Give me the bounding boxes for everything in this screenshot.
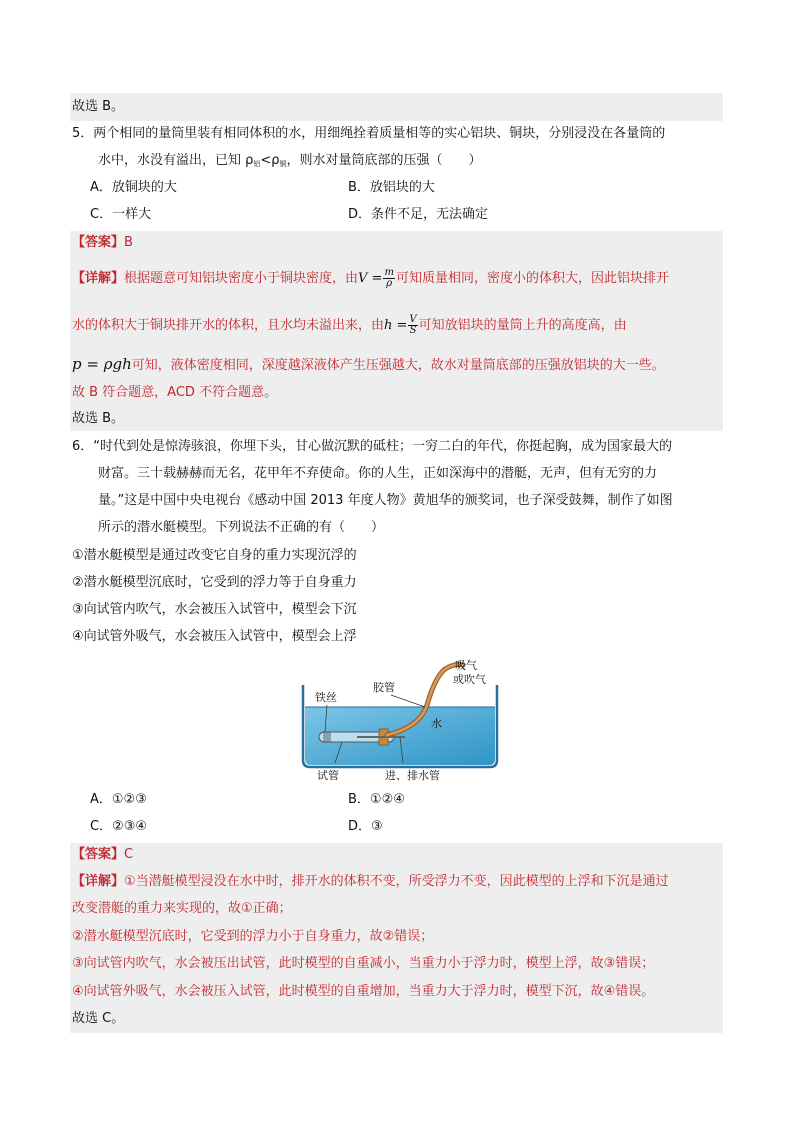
q5-detail-label: 【详解】: [72, 271, 125, 286]
q6-detail-line1: 【详解】①当潜艇模型浸没在水中时，排开水的体积不变，所受浮力不变，因此模型的上浮和下沉是通过: [72, 874, 669, 889]
q6-number: 6．: [72, 439, 94, 454]
label-iron-wire: 铁丝: [315, 691, 337, 704]
q5-detail-line2: 水的体积大于铜块排开水的体积，且水均未溢出来，由h = $\frac{V}{S}$ 可知放铝块的量筒上升的高度高，由: [72, 314, 627, 336]
q6-stem-line1: 6．“时代到处是惊涛骇浪，你埋下头，甘心做沉默的砥柱；一穷二白的年代，你挺起胸，成为国家最大的: [72, 439, 673, 454]
q5-answer-value: B: [124, 235, 133, 250]
q6-stem-line4: 所示的潜水艇模型。下列说法不正确的有（ ）: [98, 520, 385, 535]
q5-conclusion: 故选 B。: [72, 411, 125, 426]
q5-stem-1: 两个相同的量筒里装有相同体积的水，用细绳拴着质量相等的实心铝块、铜块，分别浸没在各量筒的: [93, 126, 666, 141]
q6-detail-line4: ③向试管内吹气，水会被压出试管，此时模型的自重减小，当重力小于浮力时，模型上浮，故③错误；: [72, 956, 655, 971]
q6-option-b: B．①②④: [348, 792, 405, 807]
q5-formula-density: $\frac{m}{\rho}$: [384, 267, 394, 289]
q5-option-d: D．条件不足，无法确定: [348, 207, 489, 222]
q5-option-c: C．一样大: [90, 207, 152, 222]
label-pipe: 进、排水管: [385, 769, 440, 782]
q5-detail-line3: p = ρgh可知，液体密度相同，深度越深液体产生压强越大，故水对量筒底部的压强放铝块的大一些。: [72, 355, 665, 373]
q6-detail-line5: ④向试管外吸气，水会被压入试管，此时模型的自重增加，当重力大于浮力时，模型下沉，故④错误。: [72, 984, 655, 999]
q6-detail-label: 【详解】: [72, 874, 125, 889]
q6-answer-label: 【答案】: [72, 847, 125, 862]
q5-option-b: B．放铝块的大: [348, 180, 435, 195]
submarine-model-figure: [295, 655, 505, 785]
q6-option-d: D．③: [348, 819, 383, 834]
q5-detail-line4: 故 B 符合题意，ACD 不符合题意。: [72, 385, 278, 400]
q6-answer: [72, 845, 133, 865]
q6-statement-2: ②潜水艇模型沉底时，它受到的浮力等于自身重力: [72, 575, 357, 590]
label-water: 水: [431, 717, 442, 730]
q5-option-a: A．放铜块的大: [90, 180, 177, 195]
q6-detail-line2: 改变潜艇的重力来实现的，故①正确；: [72, 901, 292, 916]
q6-stem-line2: 财富。三十载赫赫而无名，花甲年不弃使命。你的人生，正如深海中的潜艇，无声，但有无穷的力: [98, 466, 658, 481]
q5-detail-line1: 【详解】根据题意可知铝块密度小于铜块密度，由V = $\frac{m}{\rho}$ 可知质量相同，密度小的体积大，因此铝块排开: [72, 267, 669, 289]
q6-detail-line3: ②潜水艇模型沉底时，它受到的浮力小于自身重力，故②错误；: [72, 929, 434, 944]
q6-statement-1: ①潜水艇模型是通过改变它自身的重力实现沉浮的: [72, 548, 357, 563]
q6-stem-line3: 量。”这是中国中央电视台《感动中国 2013 年度人物》黄旭华的颁奖词，也子深受鼓舞，制作了如图: [98, 493, 673, 508]
label-rubber-hose: 胶管: [373, 681, 395, 694]
q5-formula-pressure: p = ρgh: [72, 355, 132, 373]
label-test-tube: 试管: [317, 769, 339, 782]
q5-stem-line1: [72, 124, 665, 144]
q5-answer-label: 【答案】: [72, 235, 125, 250]
q6-conclusion: 故选 C。: [72, 1011, 125, 1026]
q6-option-a: A．①②③: [90, 792, 147, 807]
q5-number: 5．: [72, 126, 94, 141]
q6-answer-value: C: [124, 847, 134, 862]
q5-answer: [72, 233, 133, 253]
q6-statement-4: ④向试管外吸气，水会被压入试管中，模型会上浮: [72, 629, 357, 644]
q6-option-c: C．②③④: [90, 819, 148, 834]
q6-statement-3: ③向试管内吹气，水会被压入试管中，模型会下沉: [72, 602, 357, 617]
label-blow: 或吹气: [453, 673, 486, 686]
label-suck: 吸气: [455, 659, 477, 672]
q5-formula-height: $\frac{V}{S}$: [409, 314, 417, 336]
q5-stem-line2: 水中，水没有溢出，已知 $\rho_铝<\rho_铜$，则水对量筒底部的压强（ ）: [98, 153, 482, 168]
prev-answer-shade: [70, 93, 723, 121]
prev-conclusion: 故选 B。: [72, 99, 125, 114]
